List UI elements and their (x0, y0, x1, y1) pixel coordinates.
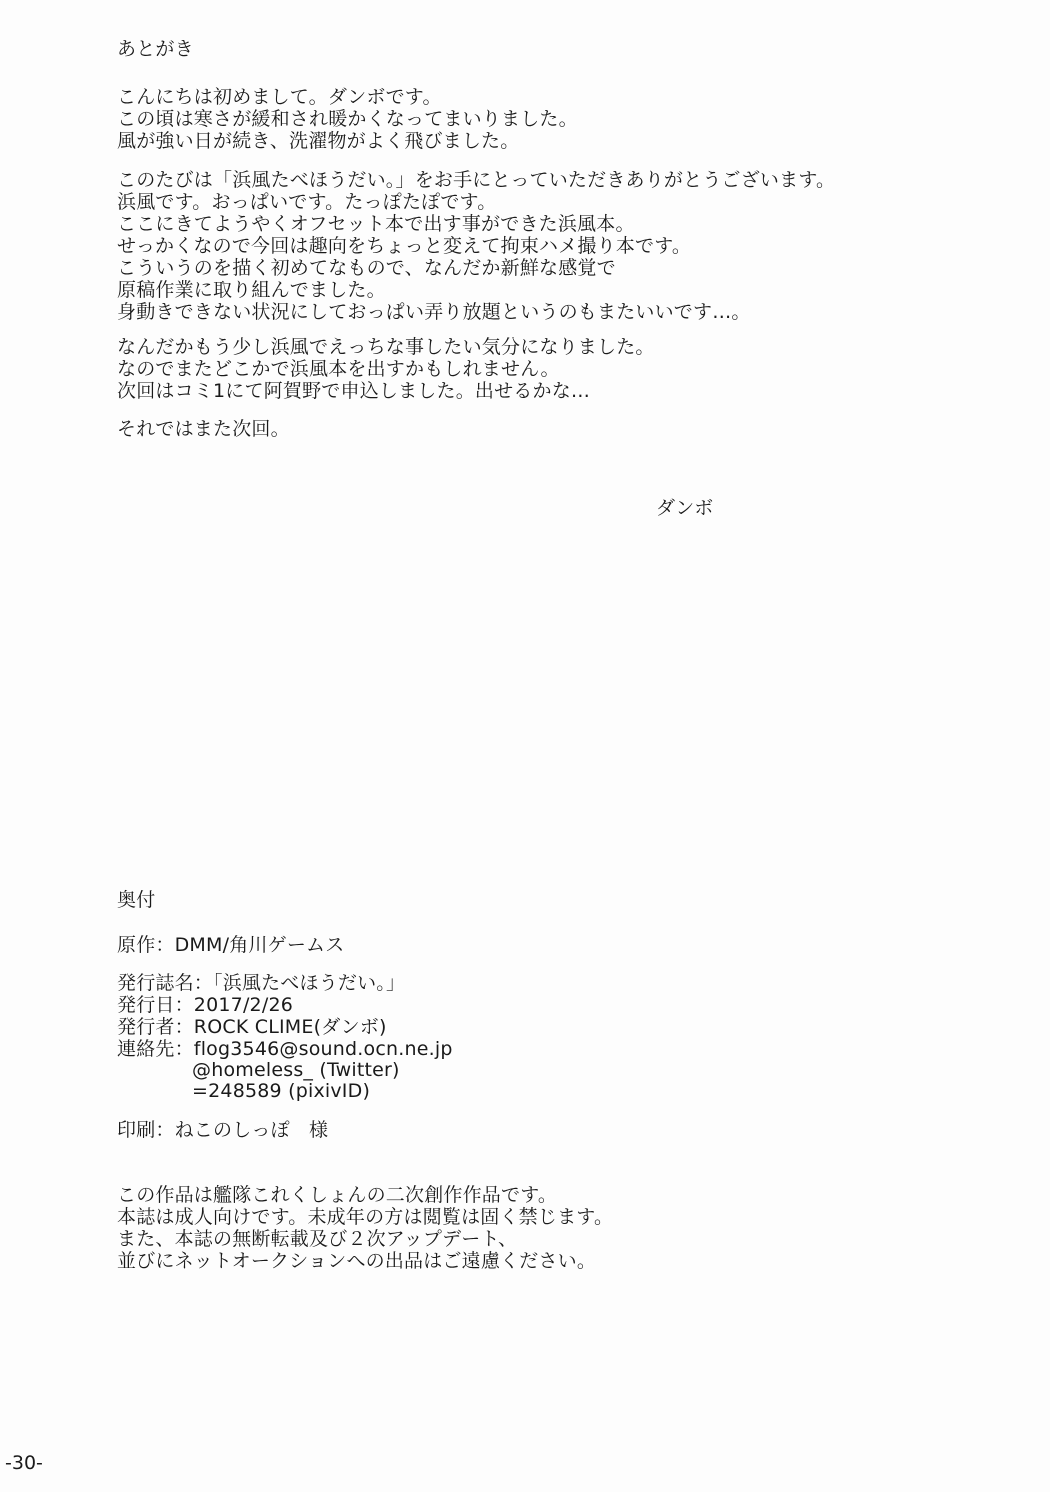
colophon-heading: 奥付 (117, 889, 156, 911)
afterword-line: 身動きできない状況にしておっぱい弄り放題というのもまたいいです…。 (117, 301, 751, 323)
afterword-line: それではまた次回。 (117, 418, 290, 440)
afterword-line: 浜風です。おっぱいです。たっぽたぽです。 (117, 191, 497, 213)
notice-line: 並びにネットオークションへの出品はご遠慮ください。 (117, 1250, 597, 1272)
colophon-pixiv: =248589 (pixivID) (192, 1080, 371, 1102)
notice-line: 本誌は成人向けです。未成年の方は閲覧は固く禁じます。 (117, 1206, 614, 1228)
colophon-publisher: 発行者：ROCK CLIME(ダンボ) (117, 1016, 387, 1038)
page-number: -30- (5, 1452, 43, 1474)
colophon-original-work: 原作：DMM/角川ゲームス (117, 934, 345, 956)
colophon-title: 発行誌名：「浜風たべほうだい。」 (117, 972, 406, 994)
afterword-line: 次回はコミ1にて阿賀野で申込しました。出せるかな… (117, 380, 591, 402)
afterword-line: なのでまたどこかで浜風本を出すかもしれません。 (117, 358, 560, 380)
colophon-twitter: @homeless_ (Twitter) (192, 1059, 400, 1081)
notice-line: また、本誌の無断転載及び２次アップデート、 (117, 1228, 518, 1250)
afterword-line: 風が強い日が続き、洗濯物がよく飛びました。 (117, 130, 520, 152)
afterword-heading: あとがき (117, 38, 194, 60)
afterword-line: ここにきてようやくオフセット本で出す事ができた浜風本。 (117, 213, 635, 235)
afterword-line: こういうのを描く初めてなもので、なんだか新鮮な感覚で (117, 257, 616, 279)
afterword-line: この頃は寒さが緩和され暖かくなってまいりました。 (117, 108, 578, 130)
afterword-line: なんだかもう少し浜風でえっちな事したい気分になりました。 (117, 336, 655, 358)
afterword-line: こんにちは初めまして。ダンボです。 (117, 86, 442, 108)
afterword-line: せっかくなので今回は趣向をちょっと変えて拘束ハメ撮り本です。 (117, 235, 692, 257)
colophon-contact: 連絡先：flog3546@sound.ocn.ne.jp (117, 1038, 453, 1060)
notice-line: この作品は艦隊これくしょんの二次創作作品です。 (117, 1184, 558, 1206)
afterword-line: 原稿作業に取り組んでました。 (117, 279, 386, 301)
colophon-date: 発行日：2017/2/26 (117, 994, 294, 1016)
afterword-line: このたびは「浜風たべほうだい。」をお手にとっていただきありがとうございます。 (117, 169, 836, 191)
author-signature: ダンボ (656, 497, 714, 519)
colophon-printer: 印刷：ねこのしっぽ 様 (117, 1119, 329, 1141)
